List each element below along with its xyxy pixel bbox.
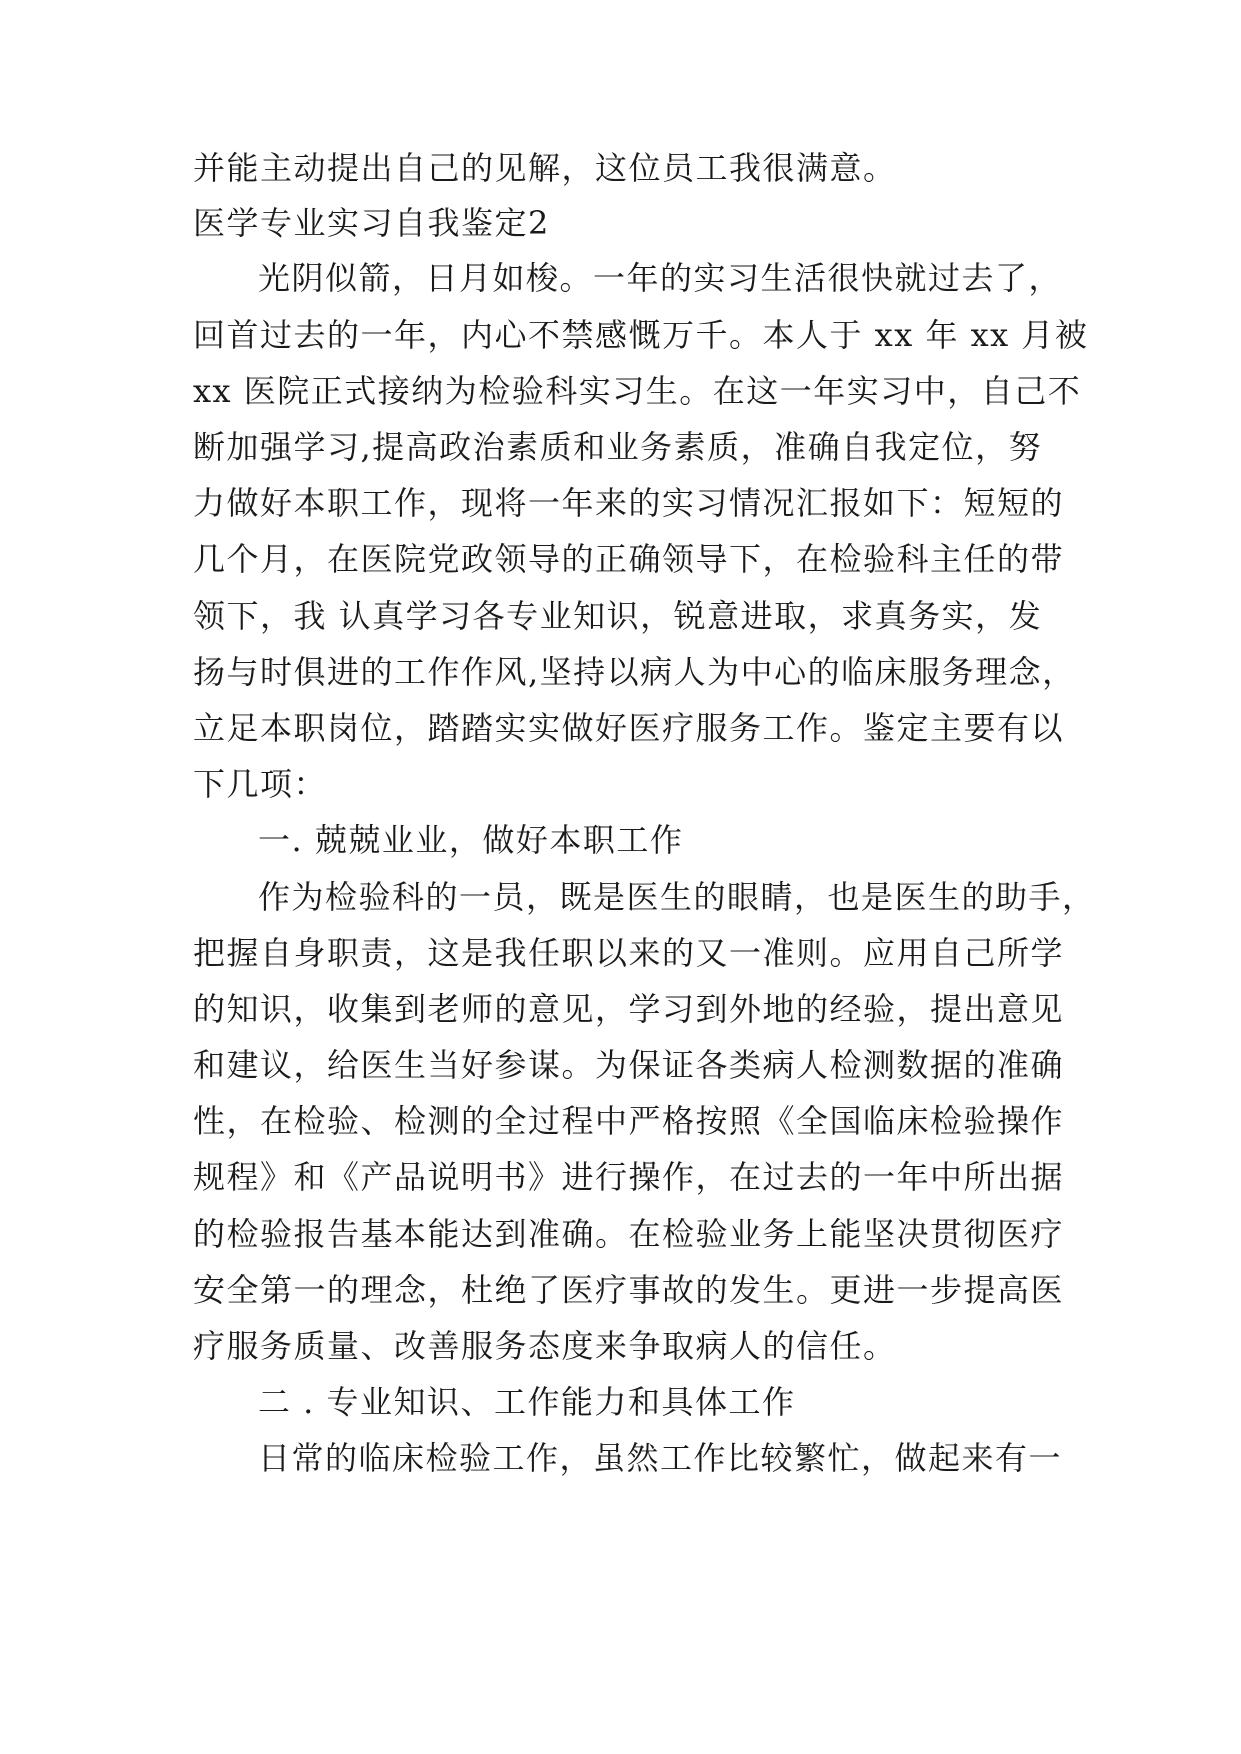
body-text-line: 的检验报告基本能达到准确。在检验业务上能坚决贯彻医疗 — [193, 1215, 1065, 1253]
body-text-line: xx 医院正式接纳为检验科实习生。在这一年实习中，自己不 — [193, 372, 1082, 410]
body-text-line: 几个月，在医院党政领导的正确领导下，在检验科主任的带 — [193, 540, 1065, 578]
body-text-line: 规程》和《产品说明书》进行操作，在过去的一年中所出据 — [193, 1158, 1065, 1196]
body-text-line: 把握自身职责，这是我任职以来的又一准则。应用自己所学 — [193, 934, 1065, 972]
body-text-line: 立足本职岗位，踏踏实实做好医疗服务工作。鉴定主要有以 — [193, 709, 1065, 747]
paragraph-first-line: 日常的临床检验工作，虽然工作比较繁忙，做起来有一 — [258, 1439, 1063, 1477]
body-text-line: 性，在检验、检测的全过程中严格按照《全国临床检验操作 — [193, 1102, 1065, 1140]
section-heading: 医学专业实习自我鉴定2 — [193, 204, 550, 242]
body-text-line: 安全第一的理念，杜绝了医疗事故的发生。更进一步提高医 — [193, 1271, 1065, 1309]
body-text-line: 下几项： — [193, 765, 328, 803]
subsection-heading: 二 . 专业知识、工作能力和具体工作 — [258, 1383, 796, 1421]
body-text-line: 疗服务质量、改善服务态度来争取病人的信任。 — [193, 1327, 897, 1365]
subsection-heading: 一. 兢兢业业，做好本职工作 — [258, 821, 684, 859]
paragraph-first-line: 作为检验科的一员，既是医生的眼睛，也是医生的助手， — [258, 878, 1096, 916]
body-text-line: 和建议，给医生当好参谋。为保证各类病人检测数据的准确 — [193, 1046, 1065, 1084]
body-text-line: 力做好本职工作，现将一年来的实习情况汇报如下：短短的 — [193, 484, 1065, 522]
body-text-line: 的知识，收集到老师的意见，学习到外地的经验，提出意见 — [193, 990, 1065, 1028]
body-text-line: 并能主动提出自己的见解，这位员工我很满意。 — [193, 149, 897, 187]
body-text-line: 断加强学习,提高政治素质和业务素质，准确自我定位，努 — [193, 428, 1043, 466]
body-text-line: 扬与时俱进的工作作风,坚持以病人为中心的临床服务理念， — [193, 653, 1076, 691]
body-text-line: 回首过去的一年，内心不禁感慨万千。本人于 xx 年 xx 月被 — [193, 316, 1089, 354]
paragraph-first-line: 光阴似箭，日月如梭。一年的实习生活很快就过去了， — [258, 259, 1063, 297]
body-text-line: 领下，我 认真学习各专业知识，锐意进取，求真务实，发 — [193, 597, 1043, 635]
